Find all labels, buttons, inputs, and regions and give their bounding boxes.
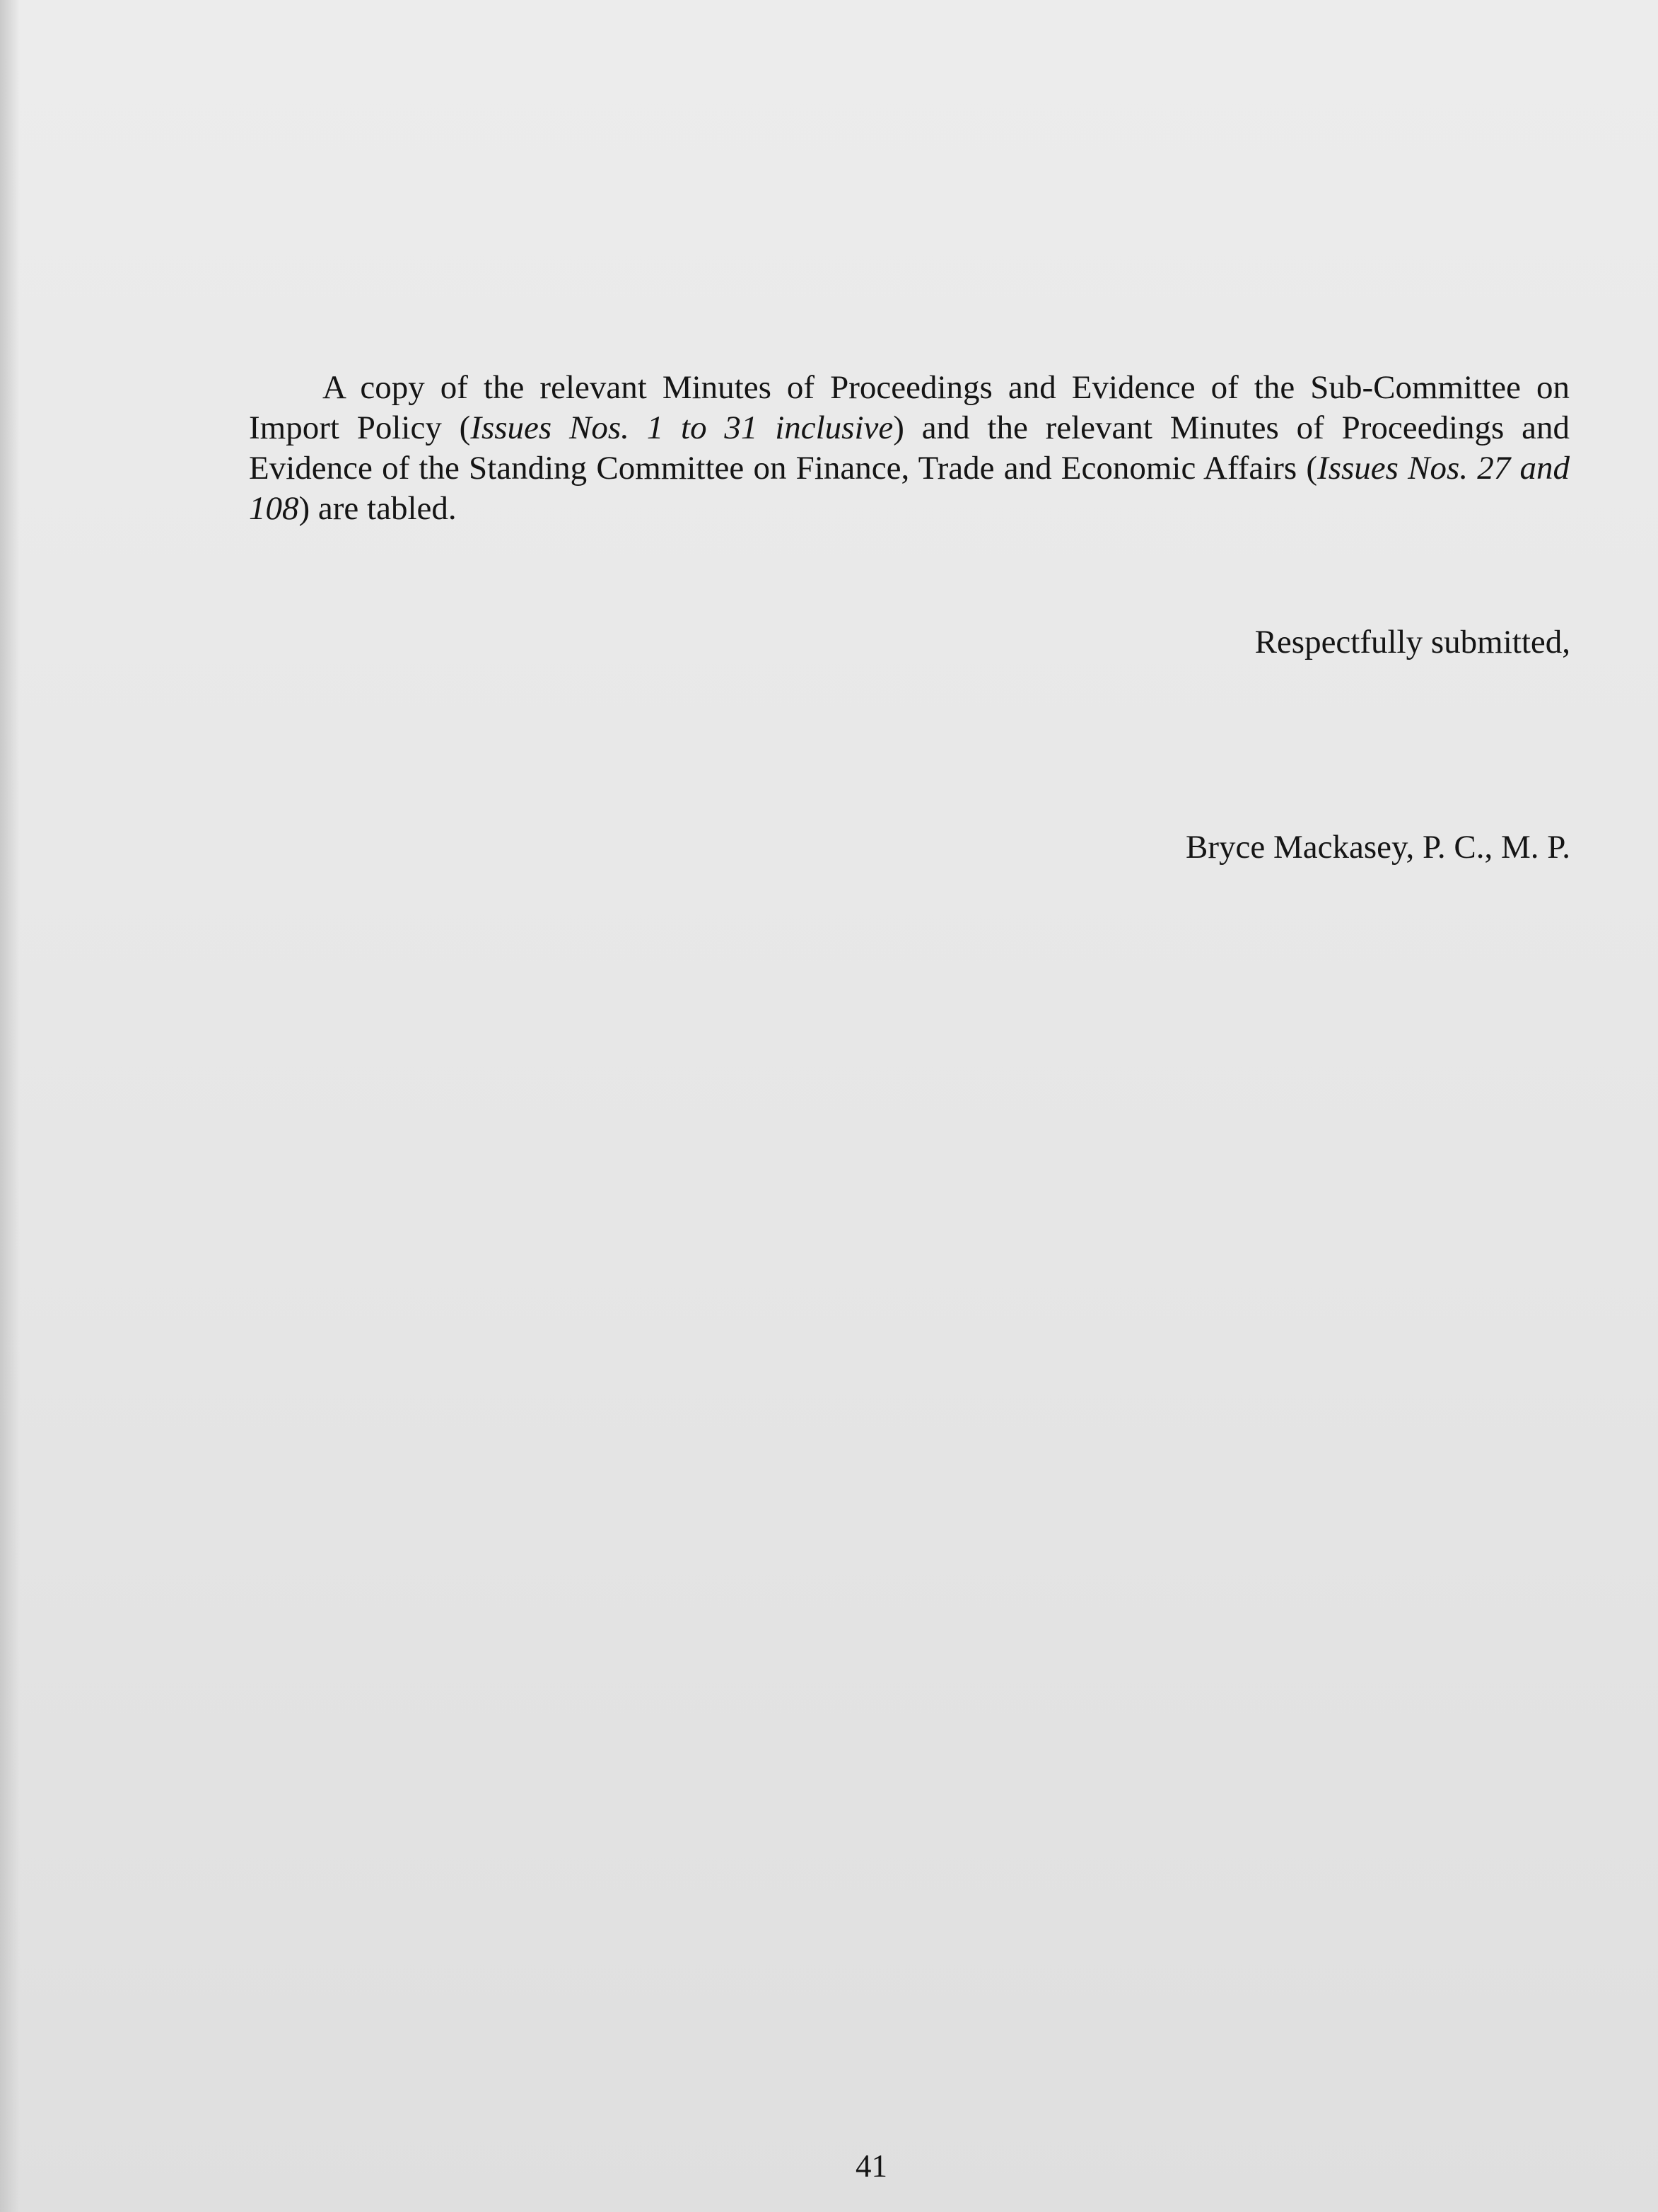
paragraph-text-part-1: A copy of the relevant Minutes of Proceedings and Evidence of the Sub-Committee on Import Policy ( <box>249 369 1570 446</box>
tabled-documents-paragraph <box>249 368 1570 529</box>
page-number: 41 <box>856 2148 887 2184</box>
closing-line: Respectfully submitted, <box>1254 624 1570 660</box>
signature-line: Bryce Mackasey, P. C., M. P. <box>1186 829 1570 866</box>
issues-reference-2: Issues Nos. 27 and 108 <box>249 450 1570 527</box>
page-edge-shadow <box>0 0 20 2212</box>
issues-reference-1: Issues Nos. 1 to 31 inclusive <box>470 409 894 446</box>
paragraph-text-part-2: ) and the relevant Minutes of Proceedings and Evidence of the Standing Committee on Finance, Trade and Economic Affairs ( <box>249 409 1570 487</box>
paragraph-text-part-3: ) are tabled. <box>298 490 457 527</box>
